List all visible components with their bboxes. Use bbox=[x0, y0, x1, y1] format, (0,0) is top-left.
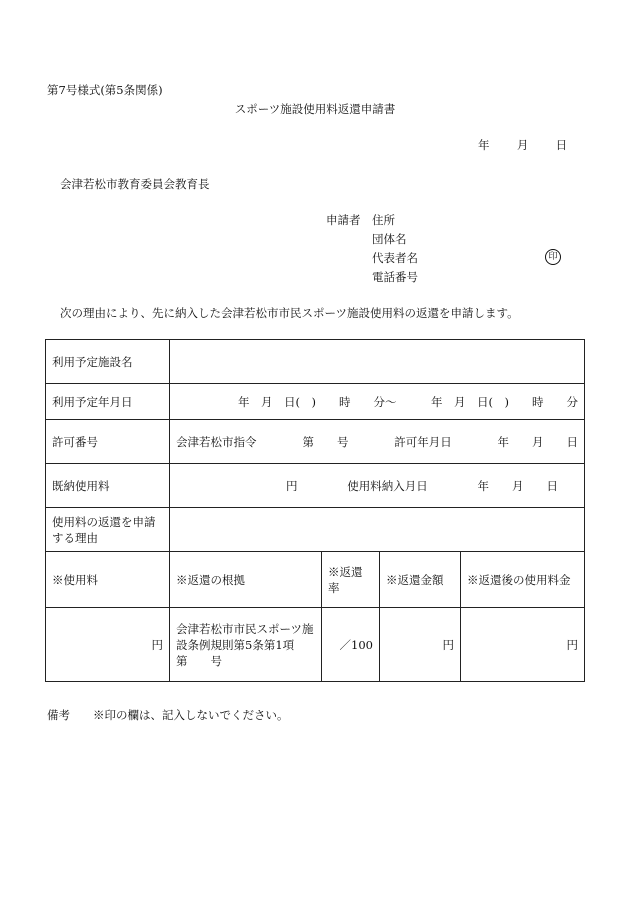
permit-number-label: 許可番号 bbox=[46, 420, 170, 464]
amount-header: ※返還金額 bbox=[380, 552, 461, 608]
after-fee-value: 円 bbox=[461, 608, 585, 682]
usage-date-label: 利用予定年月日 bbox=[46, 384, 170, 420]
table-row bbox=[46, 608, 585, 682]
table-row bbox=[46, 420, 585, 464]
date-day: 日 bbox=[555, 138, 568, 152]
fee-header: ※使用料 bbox=[46, 552, 170, 608]
application-date bbox=[478, 137, 567, 153]
form-number: 第7号様式(第5条関係) bbox=[47, 83, 163, 97]
applicant-field-group: 団体名 bbox=[372, 232, 407, 246]
fee-value: 円 bbox=[46, 608, 170, 682]
date-year: 年 bbox=[478, 138, 490, 152]
table-row bbox=[46, 340, 585, 384]
refund-form-table bbox=[45, 339, 585, 682]
refund-reason-input[interactable] bbox=[170, 508, 585, 552]
permit-number-input[interactable] bbox=[170, 420, 585, 464]
basis-value: 会津若松市市民スポーツ施設条例規則第5条第1項 第 号 bbox=[170, 608, 322, 682]
paid-fee-label: 既納使用料 bbox=[46, 464, 170, 508]
usage-date-input[interactable]: 年 月 日( ) 時 分～ 年 月 日( ) 時 分 bbox=[170, 384, 585, 420]
amount-value: 円 bbox=[380, 608, 461, 682]
applicant-field-address: 住所 bbox=[372, 213, 395, 227]
addressee: 会津若松市教育委員会教育長 bbox=[60, 177, 210, 191]
table-row bbox=[46, 384, 585, 420]
table-row bbox=[46, 464, 585, 508]
permit-date-value: 年 月 日 bbox=[497, 434, 578, 449]
rate-value: ／100 bbox=[322, 608, 380, 682]
applicant-role-label: 申請者 bbox=[326, 213, 361, 227]
table-row bbox=[46, 552, 585, 608]
remarks-note: 備考 ※印の欄は、記入しないでください。 bbox=[47, 708, 289, 722]
facility-label: 利用予定施設名 bbox=[46, 340, 170, 384]
payment-date-label: 使用料納入月日 bbox=[347, 478, 428, 493]
after-fee-header: ※返還後の使用料金 bbox=[461, 552, 585, 608]
table-row bbox=[46, 508, 585, 552]
basis-header: ※返還の根拠 bbox=[170, 552, 322, 608]
refund-reason-label: 使用料の返還を申請する理由 bbox=[46, 508, 170, 552]
seal-mark: 印 bbox=[545, 249, 561, 265]
application-statement: 次の理由により、先に納入した会津若松市市民スポーツ施設使用料の返還を申請します。 bbox=[60, 306, 519, 320]
rate-header: ※返還率 bbox=[322, 552, 380, 608]
applicant-field-phone: 電話番号 bbox=[372, 270, 418, 284]
facility-input[interactable] bbox=[170, 340, 585, 384]
payment-date-value: 年 月 日 bbox=[477, 478, 558, 493]
paid-fee-yen: 円 bbox=[286, 478, 298, 493]
document-title: スポーツ施設使用料返還申請書 bbox=[234, 102, 396, 116]
permit-date-label: 許可年月日 bbox=[394, 434, 452, 449]
paid-fee-input[interactable] bbox=[170, 464, 585, 508]
date-month: 月 bbox=[516, 138, 529, 152]
permit-number-prefix: 会津若松市指令 第 号 bbox=[176, 434, 349, 449]
applicant-field-representative: 代表者名 bbox=[372, 251, 418, 265]
